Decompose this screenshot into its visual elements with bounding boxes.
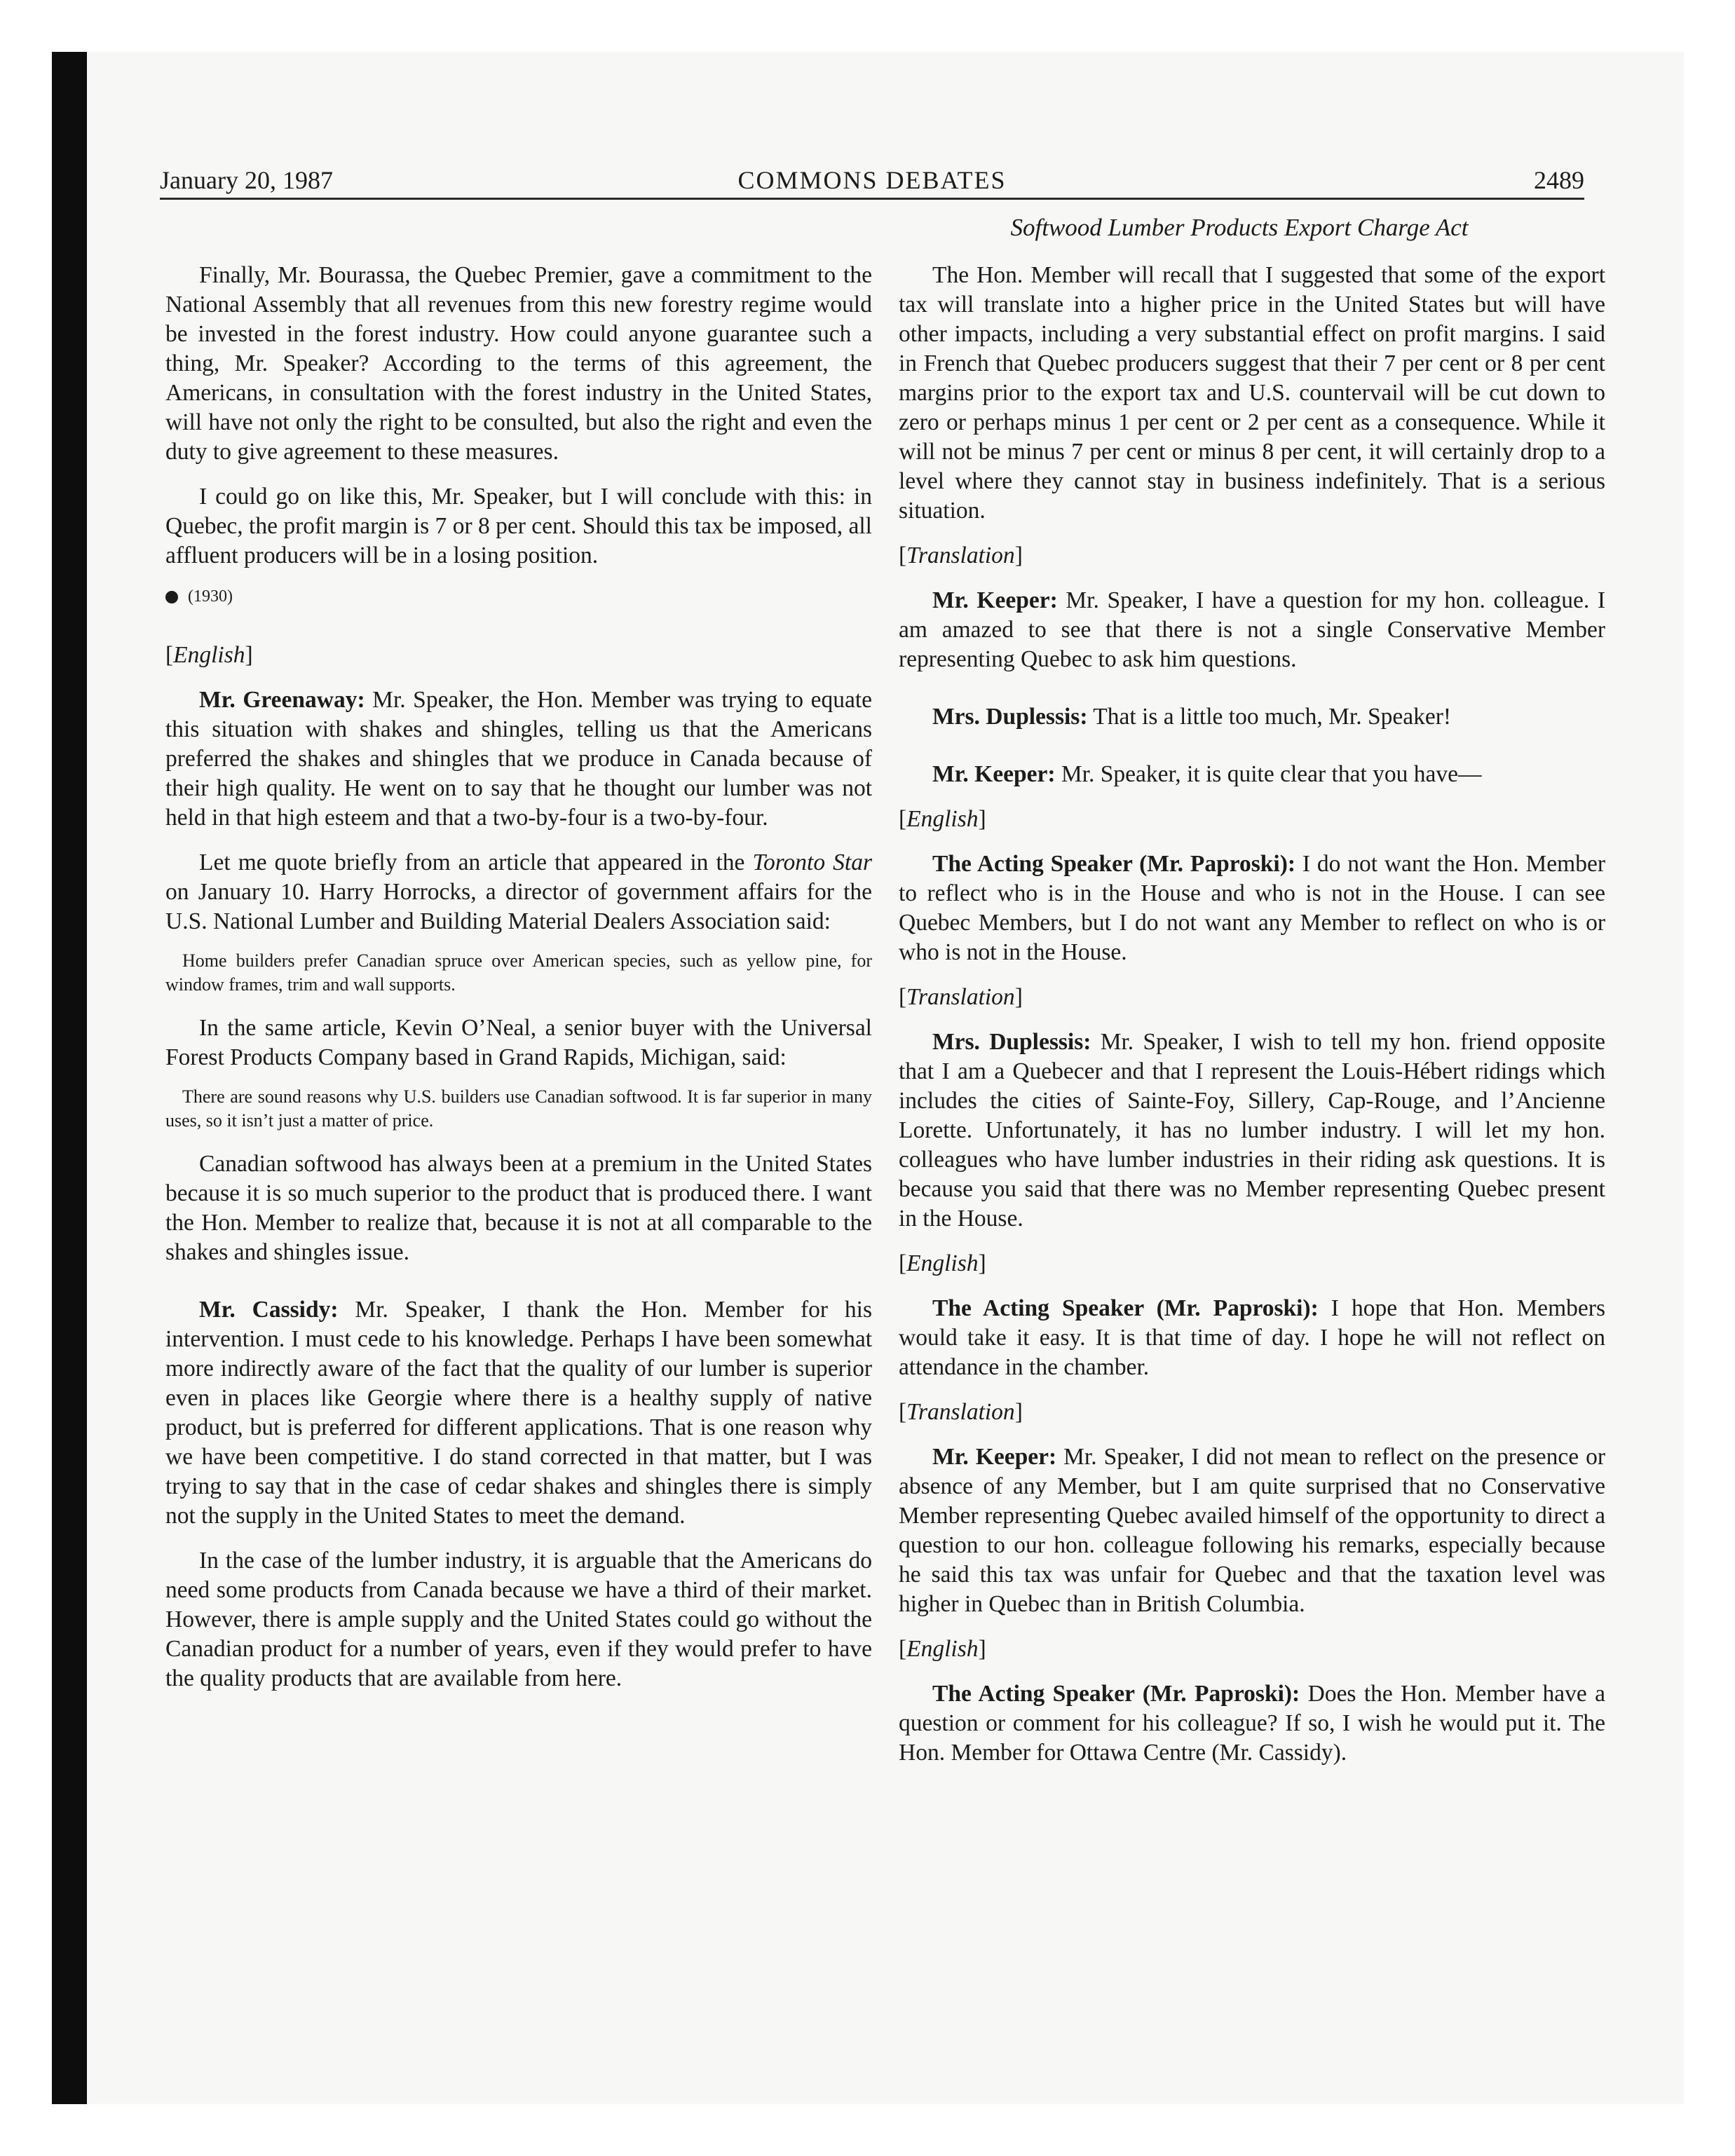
speech [899, 1679, 1605, 1768]
speaker-name: Mr. Keeper: [932, 761, 1056, 787]
speech-text: Mr. Speaker, the Hon. Member was trying to equate this situation with shakes and shingles, telling us that the Americans preferred the shakes and shingles that we produce in Canada because of their high quality. He went on to say that he thought our lumber was not held in that high esteem and that a two-by-four is a two-by-four. [165, 687, 873, 831]
language-marker: [English] [899, 806, 986, 832]
speaker-name: Mrs. Duplessis: [932, 704, 1088, 730]
speaker-name: Mr. Keeper: [932, 1444, 1057, 1470]
paragraph [165, 848, 872, 936]
language-marker: [English] [165, 642, 253, 668]
speaker-name: The Acting Speaker (Mr. Paproski): [932, 851, 1296, 877]
speech-text: Mr. Speaker, I wish to tell my hon. friend opposite that I am a Quebecer and that I represent the Louis-Hébert ridings which includes the cities of Sainte-Foy, Sillery, Cap-Rouge, and l’Ancienne Lorette. Unfortunately, it has no lumber industry. I will let my hon. colleagues who have lumber industries in their riding ask questions. It is because you said that there was no Member representing Quebec present in the House. [899, 1029, 1605, 1231]
speaker-name: Mr. Cassidy: [199, 1297, 339, 1323]
speaker-name: Mrs. Duplessis: [932, 1029, 1091, 1055]
publication-name: Toronto Star [752, 850, 872, 875]
page-header [160, 163, 1584, 200]
speaker-name: Mr. Greenaway: [199, 687, 365, 713]
language-marker: [Translation] [899, 1399, 1023, 1425]
language-marker-text: Translation [906, 1399, 1015, 1425]
time-marker-text: (1930) [188, 587, 233, 606]
time-marker [165, 586, 872, 607]
paragraph: In the same article, Kevin O’Neal, a senior buyer with the Universal Forest Products Company based in Grand Rapids, Michigan, said: [165, 1015, 872, 1070]
speech [165, 1295, 872, 1531]
speaker-name: The Acting Speaker (Mr. Paproski): [932, 1681, 1300, 1707]
speech-text: Mr. Speaker, I thank the Hon. Member for his intervention. I must cede to his knowledge. Perhaps I have been somewhat more indirectly aware of the fact that the quality of our lumber is superior even in places like Georgie where there is a healthy supply of native product, but is preferred for different applications. That is one reason why we have been competitive. I do stand corrected in that matter, but I was trying to say that in the case of cedar shakes and shingles there is simply not the supply in the United States to meet the demand. [165, 1297, 872, 1529]
block-quote: Home builders prefer Canadian spruce over American species, such as yellow pine, for window frames, trim and wall supports. [165, 950, 872, 995]
paragraph: The Hon. Member will recall that I suggested that some of the export tax will translate into a higher price in the United States but will have other impacts, including a very substantial effect on profit margins. I said in French that Quebec producers suggest that their 7 per cent or 8 per cent margins prior to the export tax and U.S. countervail will be cut down to zero or perhaps minus 1 per cent or 2 per cent as a consequence. While it will not be minus 7 per cent or minus 8 per cent, it will certainly drop to a level where they cannot stay in business indefinitely. That is a serious situation. [899, 262, 1605, 524]
speech [899, 1028, 1605, 1234]
speaker-name: Mr. Keeper: [932, 587, 1058, 613]
speech [899, 1442, 1605, 1619]
speech-text: Mr. Speaker, I did not mean to reflect on the presence or absence of any Member, but I am quite surprised that no Conservative Member representing Quebec availed himself of the opportunity to direct a question to our hon. colleague following his remarks, especially because he said this tax was unfair for Quebec and that the taxation level was higher in Quebec than in British Columbia. [899, 1444, 1606, 1617]
speech-text: That is a little too much, Mr. Speaker! [1093, 704, 1452, 730]
paragraph: In the case of the lumber industry, it is arguable that the Americans do need some products from Canada because we have a third of their market. However, there is ample supply and the United States could go without the Canadian product for a number of years, even if they would prefer to have the quality products that are available from here. [165, 1548, 872, 1691]
header-page-number: 2489 [1534, 166, 1584, 194]
speech [899, 702, 1605, 732]
header-publication: COMMONS DEBATES [737, 166, 1007, 194]
language-marker: [Translation] [899, 984, 1023, 1010]
left-column [165, 261, 872, 1709]
language-marker: [English] [899, 1636, 986, 1662]
paragraph: I could go on like this, Mr. Speaker, but I will conclude with this: in Quebec, the profit margin is 7 or 8 per cent. Should this tax be imposed, all affluent producers will be in a losing position. [165, 484, 872, 568]
speech-text: I hope that Hon. Members would take it easy. It is that time of day. I hope he will not reflect on attendance in the chamber. [899, 1295, 1605, 1380]
language-marker-text: English [173, 642, 245, 668]
speech-text: I do not want the Hon. Member to reflect who is in the House and who is not in the House. I can see Quebec Members, but I do not want any Member to reflect on who is or who is not in the House. [899, 851, 1605, 965]
paragraph: Canadian softwood has always been at a premium in the United States because it is so much superior to the product that is produced there. I want the Hon. Member to realize that, because it is not at all comparable to the shakes and shingles issue. [165, 1151, 872, 1265]
language-marker-text: English [906, 1636, 979, 1662]
language-marker-text: Translation [906, 984, 1015, 1010]
language-marker-text: English [906, 806, 979, 832]
speech [899, 760, 1605, 789]
language-marker-text: English [906, 1250, 979, 1276]
right-column [899, 261, 1605, 1783]
speech [165, 685, 872, 833]
speech-text: Mr. Speaker, it is quite clear that you have— [1061, 761, 1482, 787]
speech [899, 1294, 1605, 1382]
language-marker-text: Translation [906, 543, 1015, 568]
header-date: January 20, 1987 [160, 166, 333, 194]
running-title: Softwood Lumber Products Export Charge Act [1010, 214, 1469, 241]
language-marker: [English] [899, 1250, 986, 1276]
binding-edge [52, 52, 87, 2104]
speaker-name: The Acting Speaker (Mr. Paproski): [932, 1295, 1319, 1321]
language-marker: [Translation] [899, 543, 1023, 568]
paragraph-text: Let me quote briefly from an article that appeared in the [199, 850, 753, 875]
block-quote: There are sound reasons why U.S. builders use Canadian softwood. It is far superior in many uses, so it isn’t just a matter of price. [165, 1086, 872, 1131]
speech-text: Mr. Speaker, I have a question for my hon. colleague. I am amazed to see that there is not a single Conservative Member representing Quebec to ask him questions. [899, 587, 1606, 672]
paragraph-text: on January 10. Harry Horrocks, a director of government affairs for the U.S. National Lumber and Building Material Dealers Association said: [165, 879, 872, 934]
paragraph: Finally, Mr. Bourassa, the Quebec Premier, gave a commitment to the National Assembly that all revenues from this new forestry regime would be invested in the forest industry. How could anyone guarantee such a thing, Mr. Speaker? According to the terms of this agreement, the Americans, in consultation with the forest industry in the United States, will have not only the right to be consulted, but also the right and even the duty to give agreement to these measures. [165, 262, 872, 465]
bullet-icon [165, 591, 178, 603]
speech [899, 586, 1605, 674]
speech [899, 850, 1605, 967]
speech-text: Does the Hon. Member have a question or comment for his colleague? If so, I wish he would put it. The Hon. Member for Ottawa Centre (Mr. Cassidy). [899, 1681, 1606, 1766]
